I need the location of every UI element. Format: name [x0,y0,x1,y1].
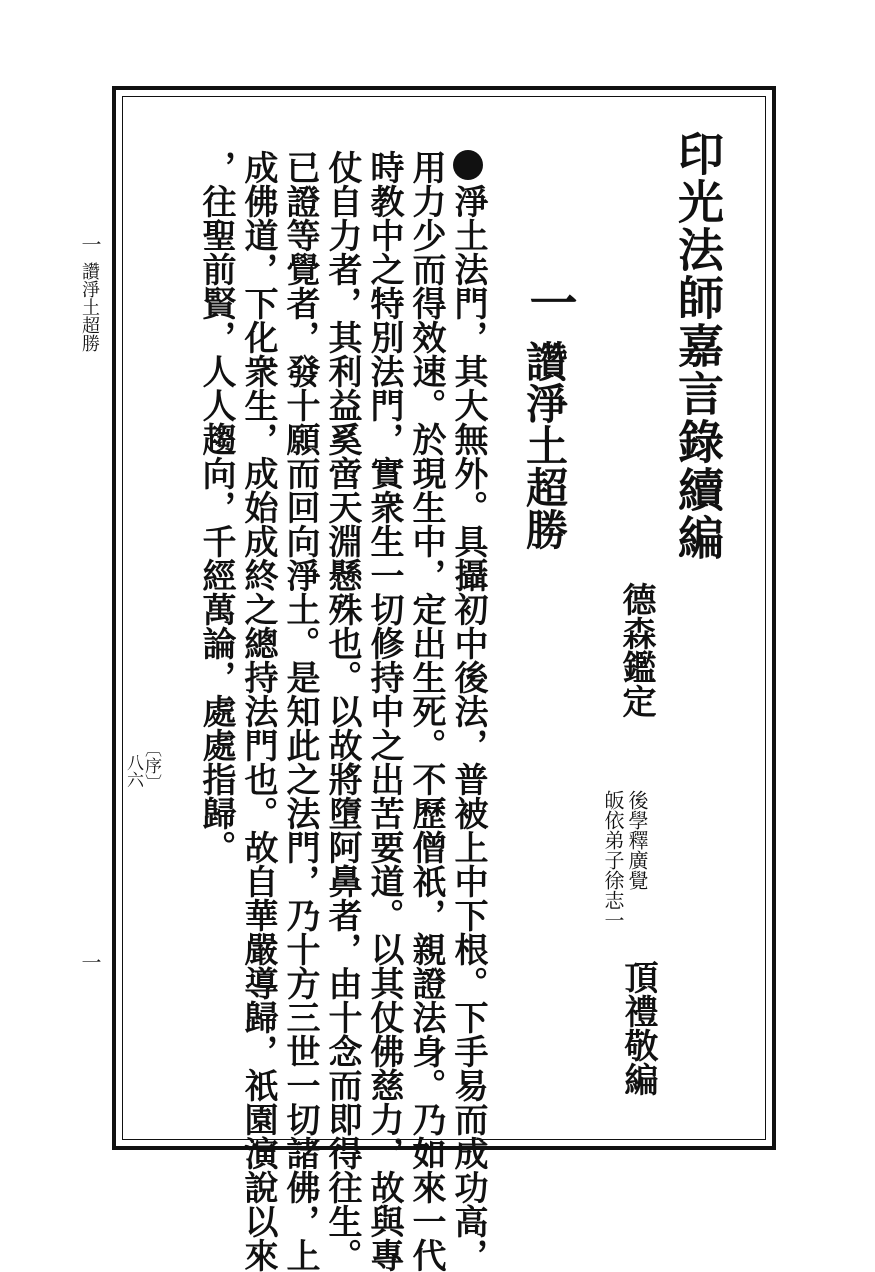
section-number: 一 [521,278,577,326]
margin-section-number: 一 [78,234,102,254]
section-title: 讚淨土超勝 [520,340,569,550]
body-line-5: 已證等覺者，發十願而回向淨土。是知此之法門，乃十方三世一切諸佛，上 [280,150,320,1272]
body-line-1: 淨土法門，其大無外。具攝初中後法，普被上中下根。下手易而成功高， [451,150,485,1272]
body-line-2: 用力少而得效速。於現生中，定出生死。不歷僧祇，親證法身。乃如來一代 [406,150,446,1272]
bullet-icon [453,150,483,180]
margin-section-title: 讚淨土超勝 [79,262,100,352]
compiler-action: 頂禮敬編 [618,960,658,1096]
body-line-7: ，往聖前賢，人人趨向，千經萬論，處處指歸。 [196,150,236,864]
citation-page: 八六 [123,754,143,788]
body-line-4: 仗自力者，其利益奚啻天淵懸殊也。以故將墮阿鼻者，由十念而即得往生。 [322,150,362,1272]
editor-credit: 德森鑑定 [616,582,656,718]
margin-page-number: 一 [78,952,102,972]
compiler-line-2: 皈依弟子徐志一 [601,790,625,930]
body-line-3: 時教中之特別法門，實衆生一切修持中之出苦要道。以其仗佛慈力，故與專 [364,150,404,1272]
citation-source: 〔序〕 [141,740,161,791]
body-line-6: 成佛道，下化衆生，成始成終之總持法門也。故自華嚴導歸，祇園演說以來 [238,150,278,1272]
book-title: 印光法師嘉言錄續編 [671,130,725,562]
compiler-line-1: 後學釋廣覺 [625,790,649,890]
